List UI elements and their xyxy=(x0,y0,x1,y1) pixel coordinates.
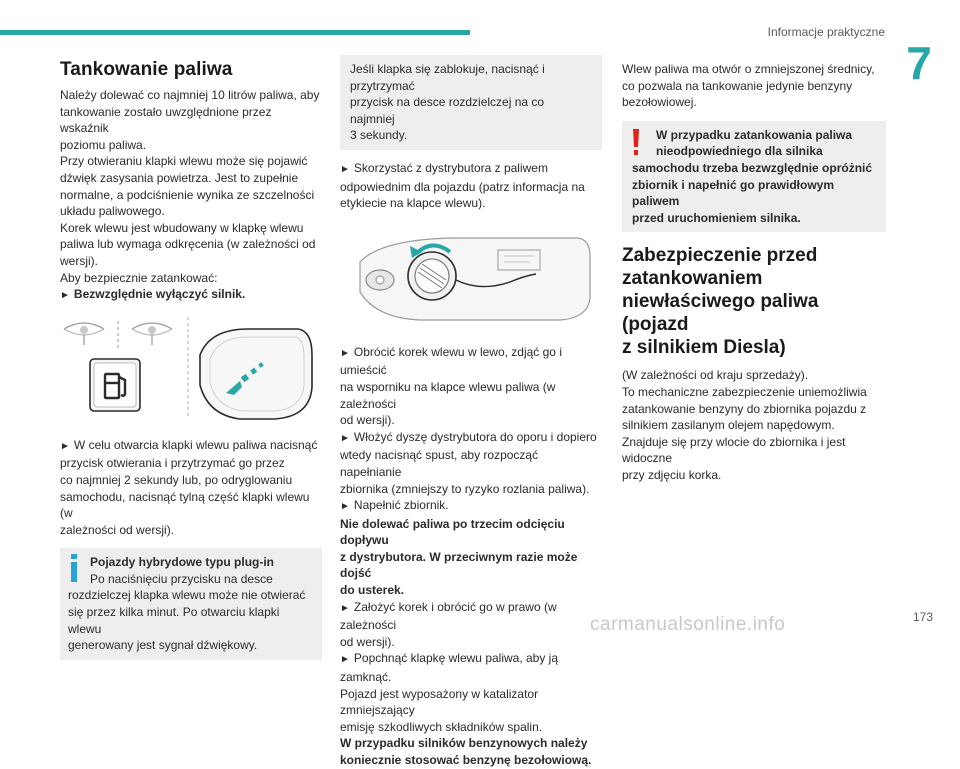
watermark: carmanualsonline.info xyxy=(590,614,786,635)
info-title: Pojazdy hybrydowe typu plug-in xyxy=(90,555,275,570)
info-box-plugin-hybrid xyxy=(60,548,322,660)
text-line: zbiornik i napełnić go prawidłowym paliwem xyxy=(632,177,835,209)
warning-icon xyxy=(632,129,640,155)
text-line: z dystrybutora. W przeciwnym razie może dojść xyxy=(340,549,578,581)
arrow-bullet-icon: ► xyxy=(60,440,70,452)
text-line: etykiecie na klapce wlewu). xyxy=(340,196,486,211)
text-line: normalne, a podciśnienie wynika ze szczelności xyxy=(60,187,315,202)
arrow-bullet-icon: ► xyxy=(60,290,70,302)
fuel-flap-svg xyxy=(60,315,322,427)
fuel-flap-button-illustration xyxy=(60,315,322,433)
text-line: do usterek. xyxy=(340,583,405,598)
text-line: zależności od wersji). xyxy=(60,522,175,537)
text-line: W przypadku zatankowania paliwa xyxy=(656,127,853,142)
text-line: samochodu, nacisnąć tylną część klapki wlewu (w xyxy=(60,489,310,521)
text-line: Należy dolewać co najmniej 10 litrów paliwa, aby xyxy=(60,88,320,102)
text-line: wtedy nacisnąć spust, aby rozpocząć napełnianie xyxy=(340,448,539,479)
text-line: od wersji). xyxy=(340,413,395,428)
column-1 xyxy=(60,55,322,660)
title-line: niewłaściwego paliwa (pojazd xyxy=(622,291,819,336)
text-line: układu paliwowego. xyxy=(60,204,165,219)
text-line: To mechaniczne zabezpieczenie uniemożliwia xyxy=(622,384,867,399)
text-line: zatankowanie benzyny do zbiornika pojazdu z xyxy=(622,401,867,416)
title-line: z silnikiem Diesla) xyxy=(622,337,786,359)
text-line: Jeśli klapka się zablokuje, nacisnąć i przytrzymać xyxy=(350,62,545,93)
text-line: Wlew paliwa ma otwór o zmniejszonej średnicy, xyxy=(622,62,875,76)
step-dispenser xyxy=(340,160,602,212)
text-line: Przy otwieraniu klapki wlewu może się pojawić xyxy=(60,154,308,169)
text-line: samochodu trzeba bezwzględnie opróżnić xyxy=(632,160,873,175)
step-text: Bezwzględnie wyłączyć silnik. xyxy=(73,287,246,302)
page-number: 173 xyxy=(913,610,934,624)
text-line: poziomu paliwa. xyxy=(60,137,147,152)
arrow-bullet-icon: ► xyxy=(340,432,350,444)
header-title: Informacje praktyczne xyxy=(767,25,885,39)
title-line: zatankowaniem xyxy=(622,268,763,290)
note-box-jammed-flap xyxy=(340,55,602,150)
text-line xyxy=(340,160,602,179)
text-line: przy zdjęciu korka. xyxy=(622,467,722,482)
section-body xyxy=(622,367,886,483)
text: W celu otwarcia klapki wlewu paliwa nacisnąć xyxy=(73,437,318,452)
text: Założyć korek i obrócić go w prawo (w zależności xyxy=(340,599,557,633)
text-line xyxy=(60,437,322,456)
text-line: przed uruchomieniem silnika. xyxy=(632,210,801,225)
text-line xyxy=(340,429,602,448)
column-3 xyxy=(622,55,886,484)
arrow-bullet-icon: ► xyxy=(340,163,350,175)
text-line xyxy=(340,344,602,379)
text-line xyxy=(340,650,602,685)
text: Popchnąć klapkę wlewu paliwa, aby ją zamknąć. xyxy=(340,651,559,685)
arrow-bullet-icon: ► xyxy=(340,654,350,666)
text-line: dźwięk zasysania powietrza. Jest to zupełnie xyxy=(60,170,299,185)
text: Obrócić korek wlewu w lewo, zdjąć go i umieścić xyxy=(340,344,562,378)
text: Napełnić zbiornik. xyxy=(353,498,449,513)
text-line: tankowanie zostało uwzględnione przez wskaźnik xyxy=(60,104,272,136)
text-line: od wersji). xyxy=(340,634,395,649)
text-line: emisję szkodliwych składników spalin. xyxy=(340,719,543,734)
title-line: Zabezpieczenie przed xyxy=(622,245,818,267)
arrow-bullet-icon: ► xyxy=(340,347,350,359)
text-line: W przypadku silników benzynowych należy xyxy=(340,736,588,751)
text-line: koniecznie stosować benzynę bezołowiową. xyxy=(340,753,592,767)
column-2 xyxy=(340,55,602,769)
text-line: nieodpowiedniego dla silnika xyxy=(656,144,823,159)
text-line: odpowiednim dla pojazdu (patrz informacja na xyxy=(340,179,585,194)
text-line: Po naciśnięciu przycisku na desce xyxy=(90,571,273,586)
step-open-flap xyxy=(60,437,322,539)
text-line: Znajduje się przy wlocie do zbiornika i jest widoczne xyxy=(622,434,846,466)
page-title: Tankowanie paliwa xyxy=(60,59,233,80)
text-line: Pojazd jest wyposażony w katalizator zmniejszający xyxy=(340,686,539,718)
text-line: Aby bezpiecznie zatankować: xyxy=(60,270,218,285)
text-line xyxy=(340,497,602,516)
steps-list xyxy=(340,344,602,769)
arrow-bullet-icon: ► xyxy=(340,602,350,614)
text: Skorzystać z dystrybutora z paliwem xyxy=(353,160,548,175)
text-line: Nie dolewać paliwa po trzecim odcięciu dopływu xyxy=(340,516,565,548)
fuel-cap-illustration xyxy=(340,222,602,340)
text-line: bezołowiowej. xyxy=(622,95,697,110)
text-line: 3 sekundy. xyxy=(350,128,408,143)
intro-text xyxy=(60,87,322,286)
text-line: co pozwala na tankowanie jedynie benzyny xyxy=(622,78,853,93)
info-icon xyxy=(70,554,78,582)
text-line: rozdzielczej klapka wlewu może nie otwierać xyxy=(68,588,306,603)
chapter-number: 7 xyxy=(906,37,932,89)
fuel-cap-svg xyxy=(340,222,602,334)
section-title xyxy=(622,244,886,359)
arrow-bullet-icon: ► xyxy=(340,501,350,513)
text-line: co najmniej 2 sekundy lub, po odryglowaniu xyxy=(60,472,293,487)
text-line: paliwa lub wymaga odkręcenia (w zależności od xyxy=(60,237,316,252)
text-line: na wsporniku na klapce wlewu paliwa (w zależności xyxy=(340,379,556,411)
text-line: wersji). xyxy=(60,253,98,268)
text-line: (W zależności od kraju sprzedaży). xyxy=(622,368,809,383)
text-line: Korek wlewu jest wbudowany w klapkę wlewu xyxy=(60,220,304,235)
text-line: przycisk otwierania i przytrzymać go przez xyxy=(60,456,285,471)
text-line xyxy=(340,599,602,634)
step-switch-off xyxy=(60,286,322,305)
text-line: się przez kilka minut. Po otwarciu klapki wlewu xyxy=(68,605,280,636)
text-line: generowany jest sygnał dźwiękowy. xyxy=(68,638,258,653)
warning-box-wrong-fuel xyxy=(622,121,886,233)
text-line: silnikiem zasilanym olejem napędowym. xyxy=(622,418,835,433)
header-accent-bar xyxy=(0,30,470,35)
text-line: przycisk na desce rozdzielczej na co najmniej xyxy=(350,95,545,126)
text: Włożyć dyszę dystrybutora do oporu i dopiero xyxy=(353,429,597,444)
text-line: zbiornika (zmniejszy to ryzyko rozlania paliwa). xyxy=(340,481,590,496)
